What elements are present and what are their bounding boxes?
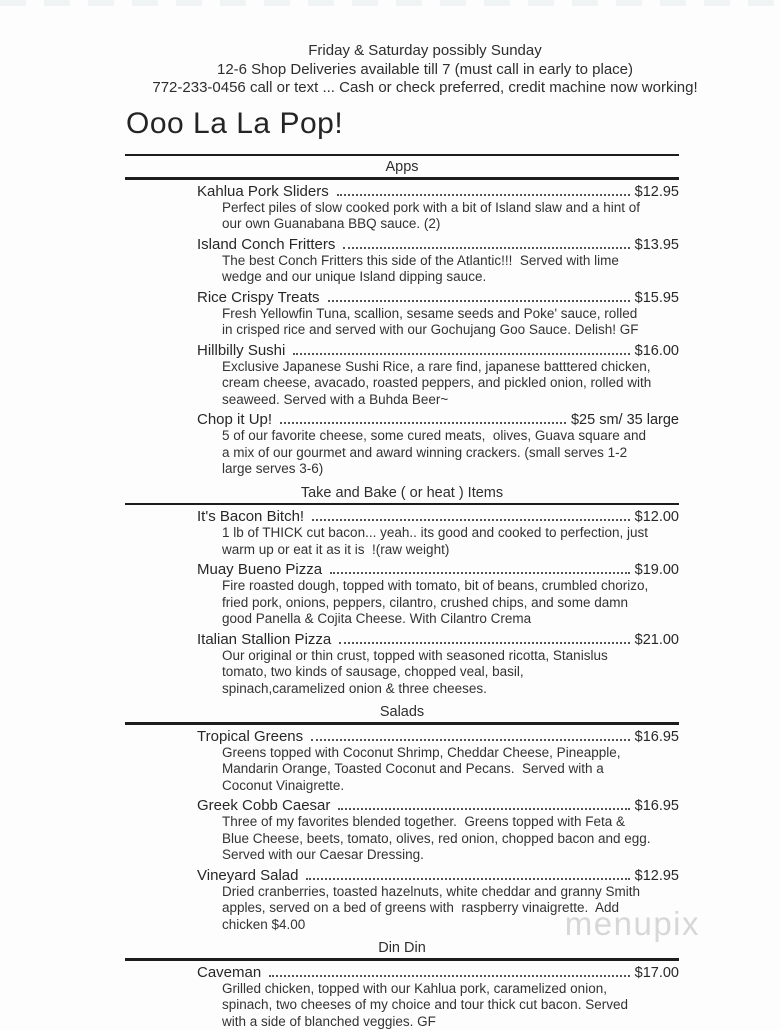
menu-item [125,183,679,233]
section-title: Din Din [125,937,679,958]
item-name: It's Bacon Bitch! [125,508,304,525]
item-row [125,183,679,200]
item-name: Tropical Greens [125,728,303,745]
item-description-line: Our original or thin crust, topped with seasoned ricotta, Stanislus [222,648,679,665]
dotted-leader [330,572,630,574]
item-description-line: Three of my favorites blended together. Greens topped with Feta & [222,814,679,831]
item-description-line: with a side of blanched veggies. GF [222,1014,679,1030]
item-row [125,867,679,884]
item-description-line: Coconut Vinaigrette. [222,778,679,795]
menu-section [125,482,679,698]
item-price: $12.95 [635,184,679,200]
item-description [125,200,679,233]
item-name: Muay Bueno Pizza [125,561,322,578]
item-row [125,508,679,525]
item-price: $16.00 [635,343,679,359]
section-title: Take and Bake ( or heat ) Items [125,482,679,503]
item-description-line: Fire roasted dough, topped with tomato, bit of beans, crumbled chorizo, [222,578,679,595]
item-description-line: 5 of our favorite cheese, some cured meats, olives, Guava square and [222,428,679,445]
item-row [125,561,679,578]
item-price: $21.00 [635,632,679,648]
item-name: Kahlua Pork Sliders [125,183,329,200]
item-name: Rice Crispy Treats [125,289,320,306]
menu-item [125,631,679,698]
item-description-line: tomato, two kinds of sausage, chopped veal, basil, [222,664,679,681]
menu-item [125,289,679,339]
item-description [125,253,679,286]
header-note-line-1: Friday & Saturday possibly Sunday [70,42,780,61]
item-price: $19.00 [635,562,679,578]
menu-item [125,561,679,628]
item-description-line: wedge and our unique Island dipping sauce. [222,269,679,286]
item-description-line: spinach, two cheeses of my choice and tour thick cut bacon. Served [222,997,679,1014]
section-rule [125,503,679,506]
scan-artifact-strip [0,0,780,6]
section-rule [125,177,679,180]
item-description-line: Greens topped with Coconut Shrimp, Cheddar Cheese, Pineapple, [222,745,679,762]
item-name: Chop it Up! [125,411,272,428]
dotted-leader [337,194,630,196]
item-price: $16.95 [635,798,679,814]
item-description-line: The best Conch Fritters this side of the Atlantic!!! Served with lime [222,253,679,270]
header-note-line-3: 772-233-0456 call or text ... Cash or check preferred, credit machine now working! [70,79,780,98]
watermark: menupix [565,905,700,943]
item-price: $12.95 [635,868,679,884]
item-description-line: good Panella & Cojita Cheese. With Cilantro Crema [222,611,679,628]
item-price: $15.95 [635,290,679,306]
dotted-leader [280,422,566,424]
item-price: $13.95 [635,237,679,253]
item-name: Greek Cobb Caesar [125,797,330,814]
item-row [125,797,679,814]
item-description-line: Exclusive Japanese Sushi Rice, a rare find, japanese batttered chicken, [222,359,679,376]
menu-item [125,411,679,478]
item-description-line: large serves 3-6) [222,461,679,478]
item-row [125,631,679,648]
item-description [125,359,679,409]
item-description-line: Fresh Yellowfin Tuna, scallion, sesame seeds and Poke' sauce, rolled [222,306,679,323]
item-description-line: apples, served on a bed of greens with raspberry vinaigrette. Add [222,900,679,917]
header-note-line-2: 12-6 Shop Deliveries available till 7 (must call in early to place) [70,61,780,80]
item-row [125,342,679,359]
item-description-line: warm up or eat it as it is !(raw weight) [222,542,679,559]
dotted-leader [338,808,629,810]
item-row [125,411,679,428]
item-description-line: Perfect piles of slow cooked pork with a bit of Island slaw and a hint of [222,200,679,217]
item-price: $25 sm/ 35 large [571,412,679,428]
item-description-line: chicken $4.00 [222,917,679,934]
menu-item [125,797,679,864]
item-row [125,728,679,745]
dotted-leader [343,247,629,249]
dotted-leader [339,642,629,644]
item-description-line: cream cheese, avacado, roasted peppers, and pickled onion, rolled with [222,375,679,392]
item-description-line: in crisped rice and served with our Gochujang Goo Sauce. Delish! GF [222,322,679,339]
dotted-leader [293,353,629,355]
section-title: Apps [125,156,679,177]
item-price: $12.00 [635,509,679,525]
dotted-leader [306,878,629,880]
item-description-line: Dried cranberries, toasted hazelnuts, white cheddar and granny Smith [222,884,679,901]
section-rule [125,958,679,961]
dotted-leader [312,519,630,521]
menu-item [125,728,679,795]
item-description-line: Blue Cheese, beets, tomato, olives, red onion, chopped bacon and egg. [222,831,679,848]
item-description [125,745,679,795]
item-description [125,648,679,698]
item-description [125,578,679,628]
menu-item [125,964,679,1030]
item-description-line: fried pork, onions, peppers, cilantro, crushed chips, and some damn [222,595,679,612]
dotted-leader [311,739,629,741]
item-description-line: spinach,caramelized onion & three cheeses. [222,681,679,698]
item-row [125,964,679,981]
item-description [125,525,679,558]
menu-section [125,937,679,1030]
item-description [125,814,679,864]
item-description [125,306,679,339]
item-description-line: our own Guanabana BBQ sauce. (2) [222,216,679,233]
item-description-line: a mix of our gourmet and award winning crackers. (small serves 1-2 [222,445,679,462]
item-description-line: Served with our Caesar Dressing. [222,847,679,864]
item-name: Caveman [125,964,261,981]
menu-section [125,154,679,478]
item-description [125,428,679,478]
item-description-line: 1 lb of THICK cut bacon... yeah.. its good and cooked to perfection, just [222,525,679,542]
menu-item [125,236,679,286]
section-title: Salads [125,701,679,722]
item-name: Island Conch Fritters [125,236,335,253]
menu-section [125,701,679,933]
menu-item [125,508,679,558]
item-price: $16.95 [635,729,679,745]
menu [125,154,679,1030]
dotted-leader [269,975,629,977]
item-description-line: Mandarin Orange, Toasted Coconut and Pecans. Served with a [222,761,679,778]
item-description-line: Grilled chicken, topped with our Kahlua pork, caramelized onion, [222,981,679,998]
item-row [125,289,679,306]
page-title: Ooo La La Pop! [126,107,780,141]
item-description-line: seaweed. Served with a Buhda Beer~ [222,392,679,409]
item-row [125,236,679,253]
header-notes [0,0,780,98]
menu-item [125,342,679,409]
item-description [125,981,679,1030]
item-name: Hillbilly Sushi [125,342,285,359]
item-name: Italian Stallion Pizza [125,631,331,648]
item-name: Vineyard Salad [125,867,298,884]
section-rule [125,722,679,725]
item-price: $17.00 [635,965,679,981]
dotted-leader [328,300,630,302]
